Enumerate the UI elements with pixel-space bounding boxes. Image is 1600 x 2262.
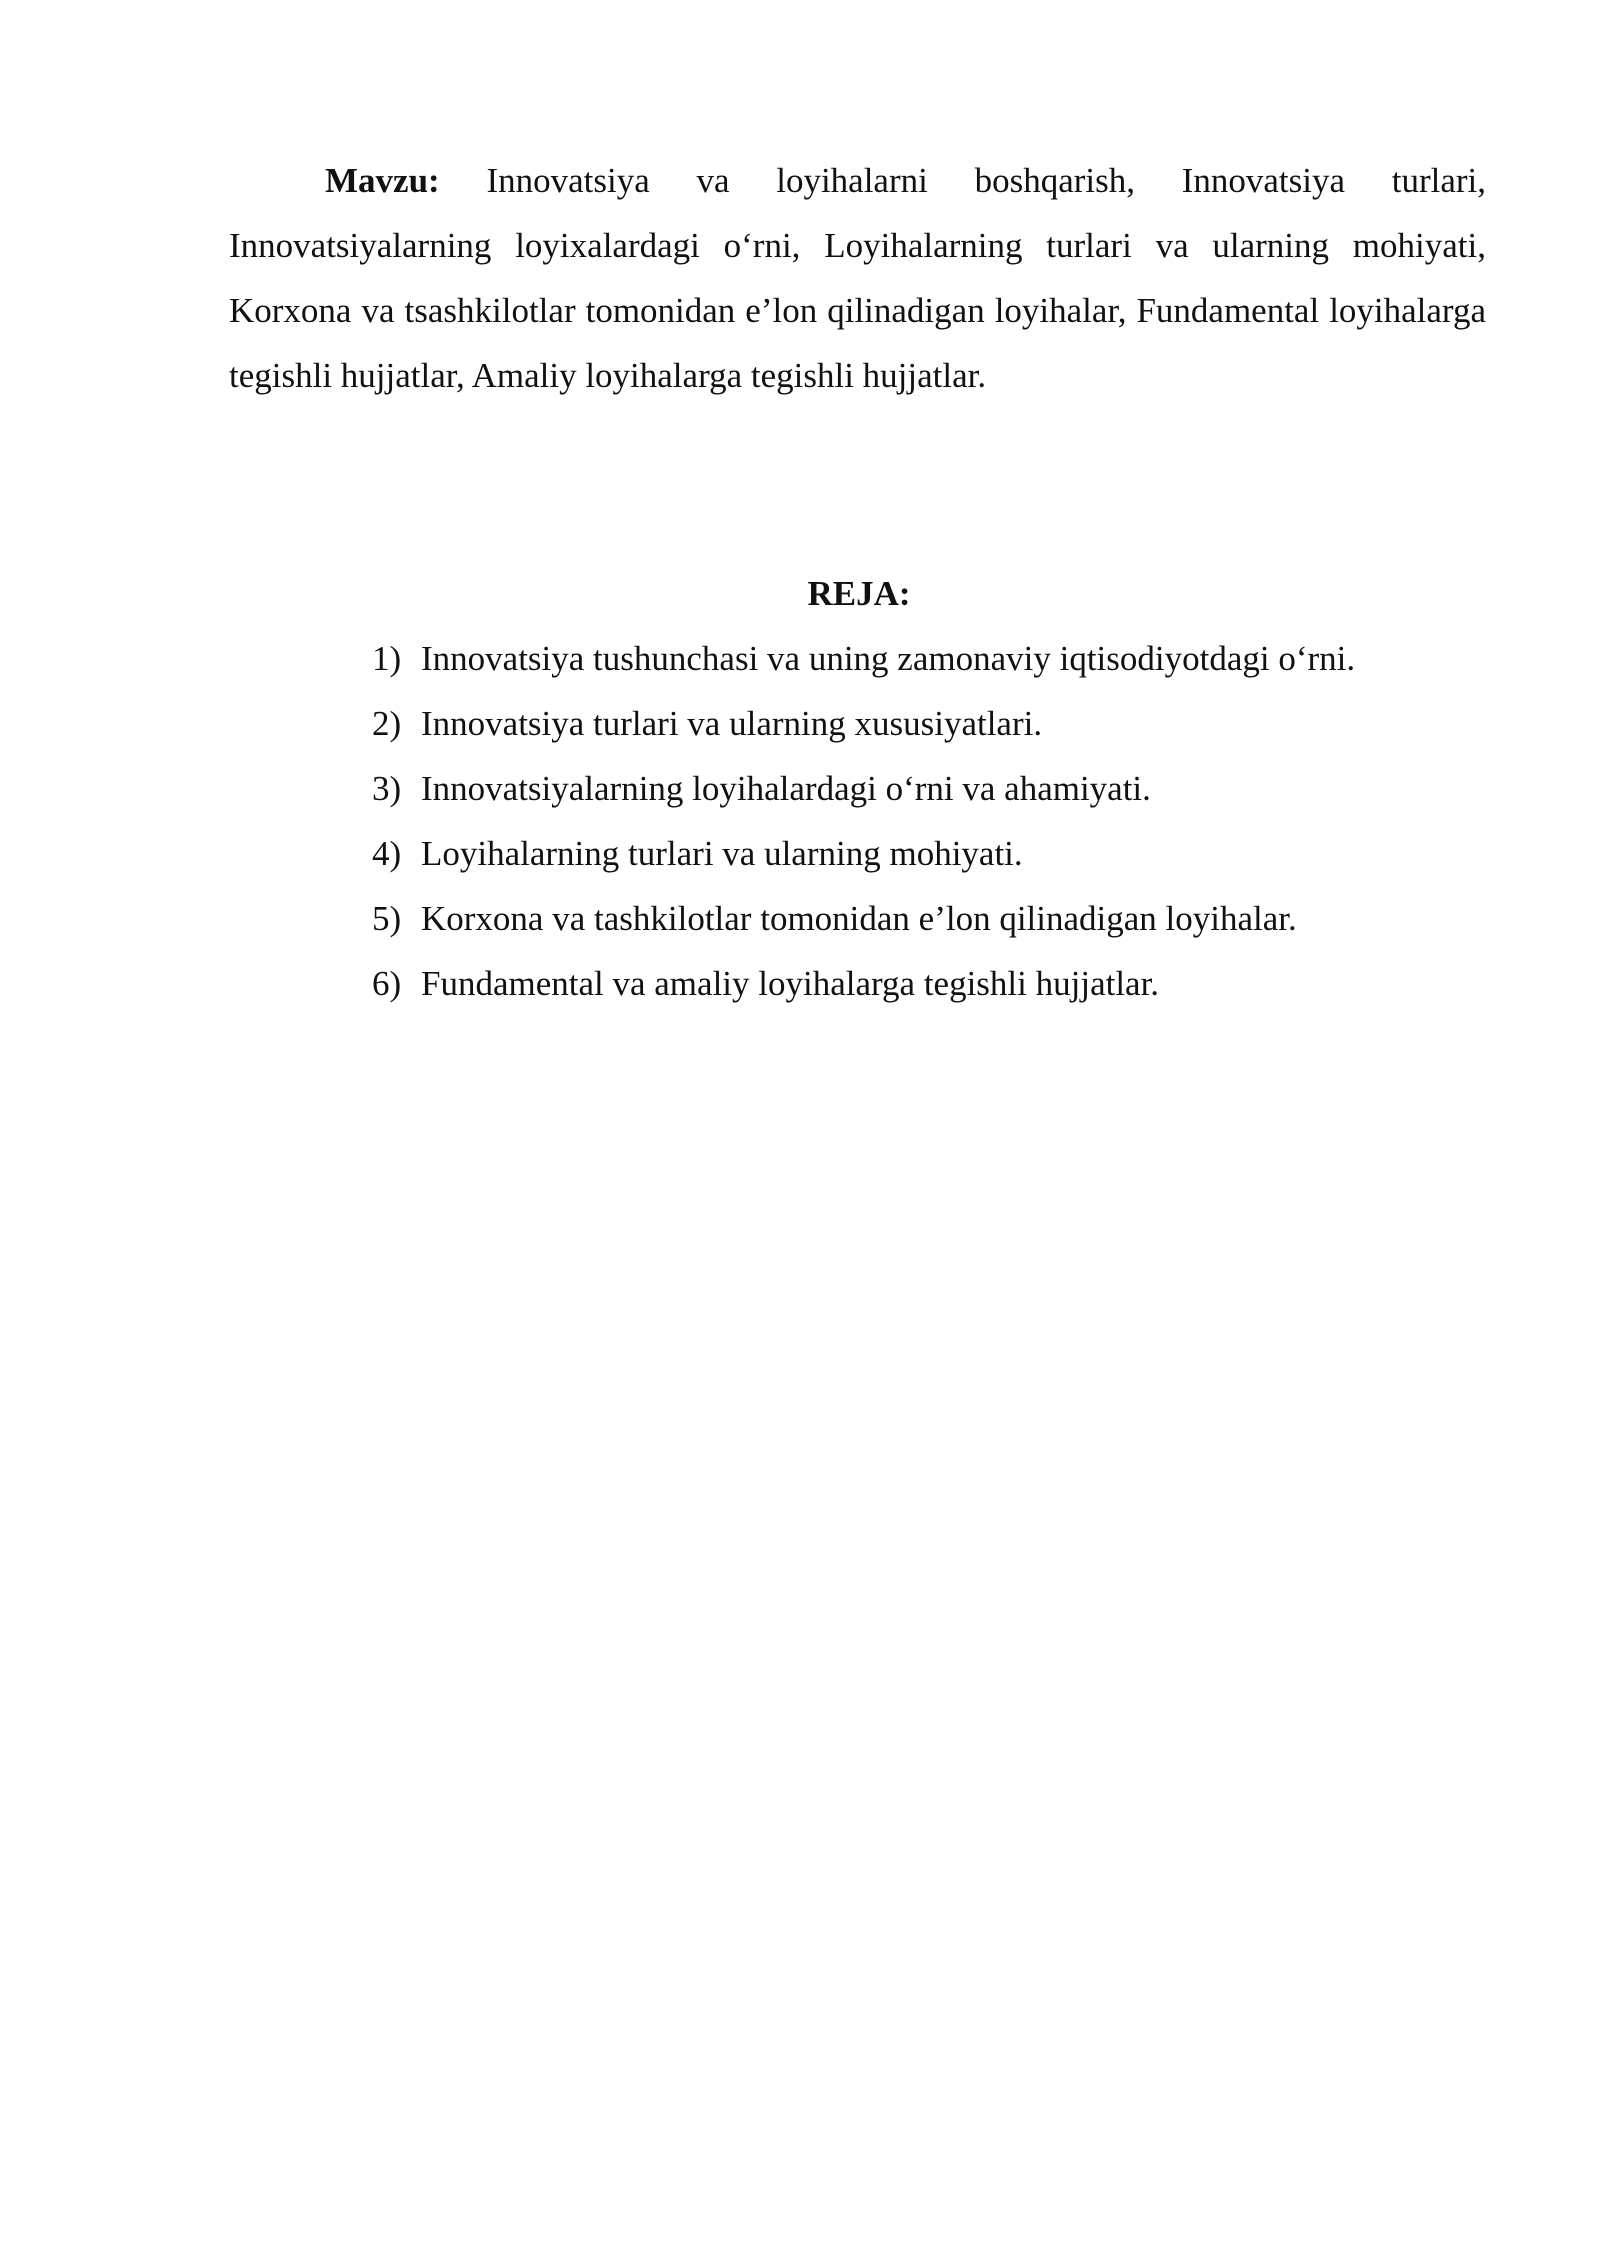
plan-title: REJA: — [807, 574, 911, 613]
plan-list — [372, 626, 1355, 1016]
plan-item-text: Innovatsiyalarning loyihalardagi o‘rni va ahamiyati. — [421, 769, 1151, 808]
plan-item — [372, 691, 1355, 756]
plan-item-number: 1) — [372, 639, 402, 678]
plan-item — [372, 756, 1355, 821]
plan-item-number: 3) — [372, 769, 402, 808]
plan-item-text: Loyihalarning turlari va ularning mohiyati. — [421, 834, 1023, 873]
topic-label: Mavzu: — [325, 161, 440, 200]
plan-item-text: Fundamental va amaliy loyihalarga tegishli hujjatlar. — [421, 964, 1160, 1003]
plan-item — [372, 886, 1355, 951]
topic-paragraph — [229, 148, 1486, 408]
plan-item — [372, 951, 1355, 1016]
plan-item-number: 2) — [372, 704, 402, 743]
plan-item-number: 5) — [372, 899, 402, 938]
plan-item — [372, 626, 1355, 691]
plan-item-number: 6) — [372, 964, 402, 1003]
plan-item-text: Innovatsiya turlari va ularning xususiyatlari. — [421, 704, 1043, 743]
plan-item-text: Innovatsiya tushunchasi va uning zamonaviy iqtisodiyotdagi o‘rni. — [421, 639, 1356, 678]
plan-item-text: Korxona va tashkilotlar tomonidan e’lon qilinadigan loyihalar. — [421, 899, 1297, 938]
topic-text: Innovatsiya va loyihalarni boshqarish, Innovatsiya turlari, Innovatsiyalarning loyixalardagi o‘rni, Loyihalarning turlari va ularning mohiyati, Korxona va tsashkilotlar tomonidan e’lon qilinadigan loyihalar, Fundamental loyihalarga tegishli hujjatlar, Amaliy loyihalarga tegishli hujjatlar. — [229, 161, 1486, 395]
plan-item-number: 4) — [372, 834, 402, 873]
plan-item — [372, 821, 1355, 886]
